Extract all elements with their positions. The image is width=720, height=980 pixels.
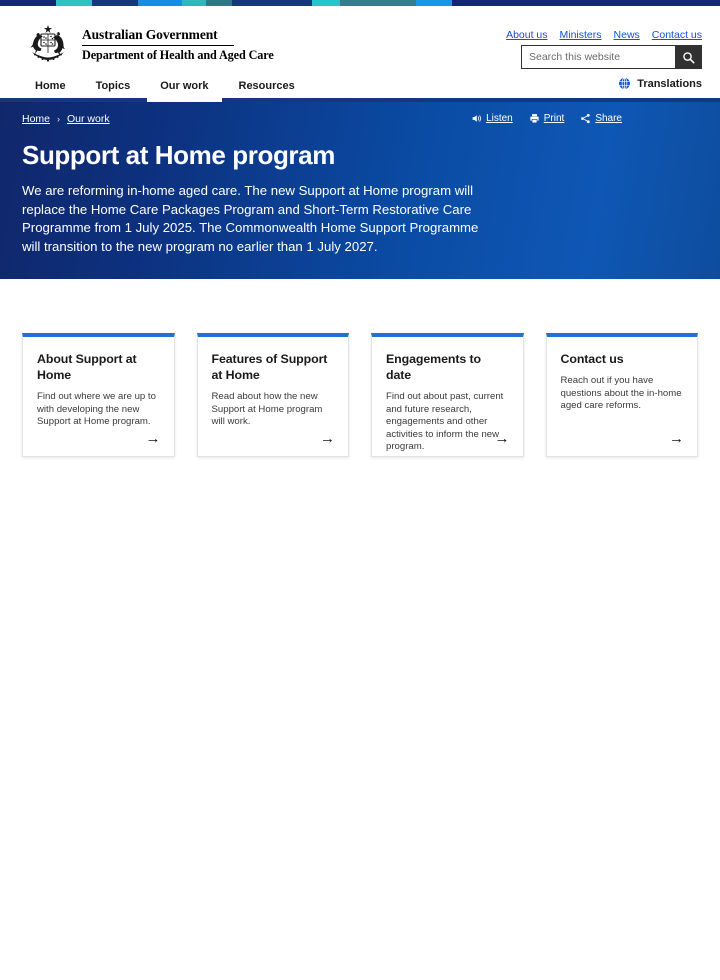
share-label: Share <box>595 113 622 124</box>
hero-banner <box>0 102 720 279</box>
nav-item-home[interactable]: Home <box>35 80 66 92</box>
print-label: Print <box>543 113 565 124</box>
feature-card-body: Find out where we are up to with developing the new Support at Home program. <box>37 391 156 428</box>
main-navigation <box>0 72 720 102</box>
feature-card-body: Reach out if you have questions about the in-home aged care reforms. <box>560 375 682 412</box>
feature-card-title: Contact us <box>560 352 624 366</box>
feature-card-title: Engagements to date <box>386 352 481 382</box>
arrow-right-icon[interactable]: → <box>320 430 335 447</box>
feature-card-title: About Support at Home <box>37 352 137 382</box>
breadcrumb <box>22 113 110 125</box>
listen-button[interactable] <box>471 113 513 124</box>
utility-link-ministers[interactable]: Ministers <box>559 29 602 41</box>
page-description: We are reforming in-home aged care. The new Support at Home program will replace the Home Care Packages Program and Short-Term Restorative Care Programme from 1 July 2025. The Commonwealth Home Support Programme will transition to the new program no earlier than 1 July 2027. <box>22 183 479 254</box>
page-tools <box>471 113 622 124</box>
printer-icon <box>529 113 540 124</box>
breadcrumb-link-home[interactable]: Home <box>22 113 51 125</box>
site-search[interactable] <box>521 45 702 69</box>
utility-link-about-us[interactable]: About us <box>506 29 548 41</box>
australian-coat-of-arms-icon <box>22 24 74 64</box>
translations-label: Translations <box>637 77 702 90</box>
feature-card[interactable] <box>371 333 524 457</box>
nav-item-our-work[interactable]: Our work <box>160 80 209 92</box>
breadcrumb-link-our-work[interactable]: Our work <box>67 113 110 125</box>
speaker-icon <box>471 113 482 124</box>
arrow-right-icon[interactable]: → <box>145 430 161 447</box>
arrow-right-icon[interactable]: → <box>494 430 510 447</box>
globe-icon <box>618 77 631 90</box>
search-input[interactable] <box>522 46 675 68</box>
feature-card[interactable] <box>546 333 699 457</box>
listen-label: Listen <box>486 113 513 124</box>
hero-top-row <box>0 102 720 132</box>
feature-card-title: Features of Support at Home <box>211 352 328 382</box>
feature-card[interactable] <box>22 333 175 457</box>
feature-card-body: Find out about past, current and future research, engagements and other activities to inform the new program. <box>386 391 504 453</box>
brand-line-government: Australian Government <box>82 26 218 42</box>
share-button[interactable] <box>580 113 622 124</box>
utility-link-news[interactable]: News <box>613 29 640 41</box>
search-icon <box>682 51 695 64</box>
translations-button[interactable] <box>618 77 702 90</box>
site-brand[interactable] <box>22 24 274 64</box>
feature-card-grid <box>0 333 720 457</box>
feature-card-body: Read about how the new Support at Home program will work. <box>211 391 323 428</box>
site-header <box>0 6 720 72</box>
nav-item-resources[interactable]: Resources <box>238 80 295 92</box>
brand-divider <box>82 45 234 46</box>
feature-card[interactable] <box>197 333 350 457</box>
print-button[interactable] <box>529 113 565 124</box>
arrow-right-icon[interactable]: → <box>669 430 684 447</box>
brand-line-department: Department of Health and Aged Care <box>82 47 274 62</box>
share-icon <box>580 113 591 124</box>
utility-links <box>506 29 702 41</box>
search-button[interactable] <box>675 46 701 68</box>
brand-wordmark <box>82 26 274 63</box>
utility-link-contact-us[interactable]: Contact us <box>651 29 702 41</box>
page-title: Support at Home program <box>22 140 335 170</box>
breadcrumb-separator: › <box>57 114 61 124</box>
nav-item-topics[interactable]: Topics <box>95 80 131 92</box>
